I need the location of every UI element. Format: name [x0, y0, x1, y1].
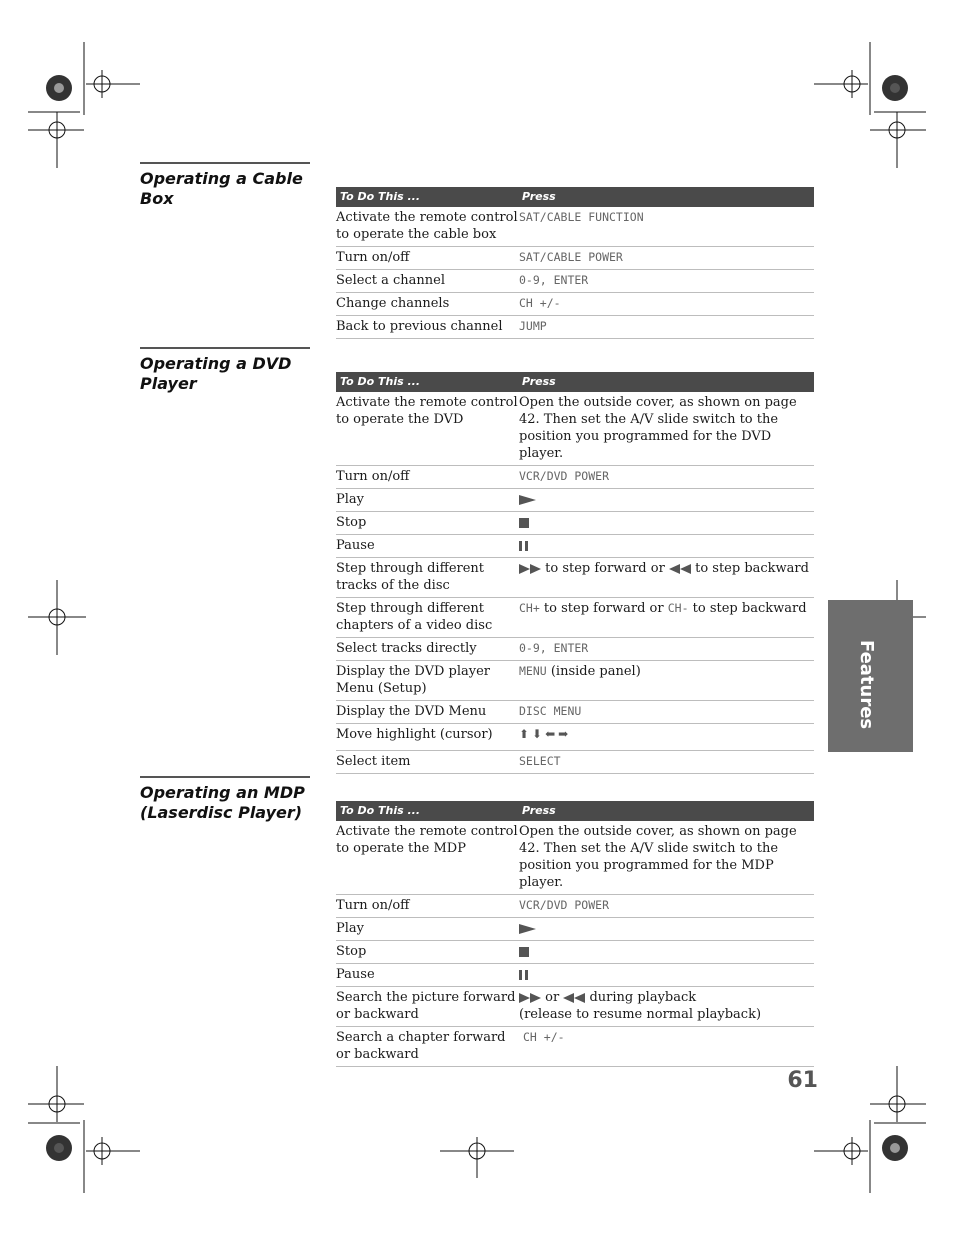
section-title-dvd-player: Operating a DVD Player — [140, 347, 310, 394]
table-row: Activate the remote control to operate the MDP Open the outside cover, as shown on page 42. Then set the A/V slide switch to the position you programmed for the MDP player. — [336, 821, 814, 895]
table-header — [336, 801, 814, 821]
table-header — [336, 372, 814, 392]
header-press: Press — [522, 804, 556, 817]
table-row: Pause — [336, 964, 814, 987]
table-row: Activate the remote control to operate the DVD Open the outside cover, as shown on page 42. Then set the A/V slide switch to the position you programmed for the DVD player. — [336, 392, 814, 466]
rewind-icon — [563, 993, 585, 1003]
side-tab-label: Features — [856, 640, 877, 730]
section-title-mdp: Operating an MDP (Laserdisc Player) — [140, 776, 310, 823]
header-to-do: To Do This ... — [340, 804, 421, 817]
header-to-do: To Do This ... — [340, 375, 421, 388]
table-row: Turn on/off VCR/DVD POWER — [336, 895, 814, 918]
table-row: Stop — [336, 512, 814, 535]
table-row: Change channels CH +/- — [336, 293, 814, 316]
mdp-table — [336, 801, 814, 1067]
table-row: Step through different chapters of a video disc CH+ to step forward or CH- to step backward — [336, 598, 814, 638]
table-row: Select a channel 0-9, ENTER — [336, 270, 814, 293]
header-press: Press — [522, 375, 556, 388]
table-row: Search a chapter forward or backward CH +/- — [336, 1027, 814, 1067]
table-row: Search the picture forward or backward or during playback (release to resume normal playback) — [336, 987, 814, 1027]
table-row: Turn on/off VCR/DVD POWER — [336, 466, 814, 489]
page-number: 61 — [787, 1068, 818, 1093]
table-row: Move highlight (cursor) ⬆⬇⬅➡ — [336, 724, 814, 751]
section-title-cable-box: Operating a Cable Box — [140, 162, 310, 209]
table-row: Stop — [336, 941, 814, 964]
table-row: Select tracks directly 0-9, ENTER — [336, 638, 814, 661]
table-row: Display the DVD player Menu (Setup) MENU (inside panel) — [336, 661, 814, 701]
arrow-keys-icon: ⬆⬇⬅➡ — [519, 727, 572, 741]
table-header — [336, 187, 814, 207]
header-to-do: To Do This ... — [340, 190, 421, 203]
table-row: Display the DVD Menu DISC MENU — [336, 701, 814, 724]
table-row: Play — [336, 489, 814, 512]
table-row: Select item SELECT — [336, 751, 814, 774]
fast-forward-icon — [519, 993, 541, 1003]
table-row: Play — [336, 918, 814, 941]
table-row: Turn on/off SAT/CABLE POWER — [336, 247, 814, 270]
stop-icon — [519, 518, 529, 528]
fast-forward-icon — [519, 564, 541, 574]
stop-icon — [519, 947, 529, 957]
dvd-player-table — [336, 372, 814, 774]
table-row: Activate the remote control to operate the cable box SAT/CABLE FUNCTION — [336, 207, 814, 247]
play-icon — [519, 924, 536, 934]
header-press: Press — [522, 190, 556, 203]
table-row: Step through different tracks of the disc to step forward or to step backward — [336, 558, 814, 598]
side-tab-features — [828, 600, 913, 752]
table-row: Back to previous channel JUMP — [336, 316, 814, 339]
cable-box-table — [336, 187, 814, 339]
table-row: Pause — [336, 535, 814, 558]
pause-icon — [519, 541, 531, 551]
pause-icon — [519, 970, 531, 980]
rewind-icon — [669, 564, 691, 574]
play-icon — [519, 495, 536, 505]
